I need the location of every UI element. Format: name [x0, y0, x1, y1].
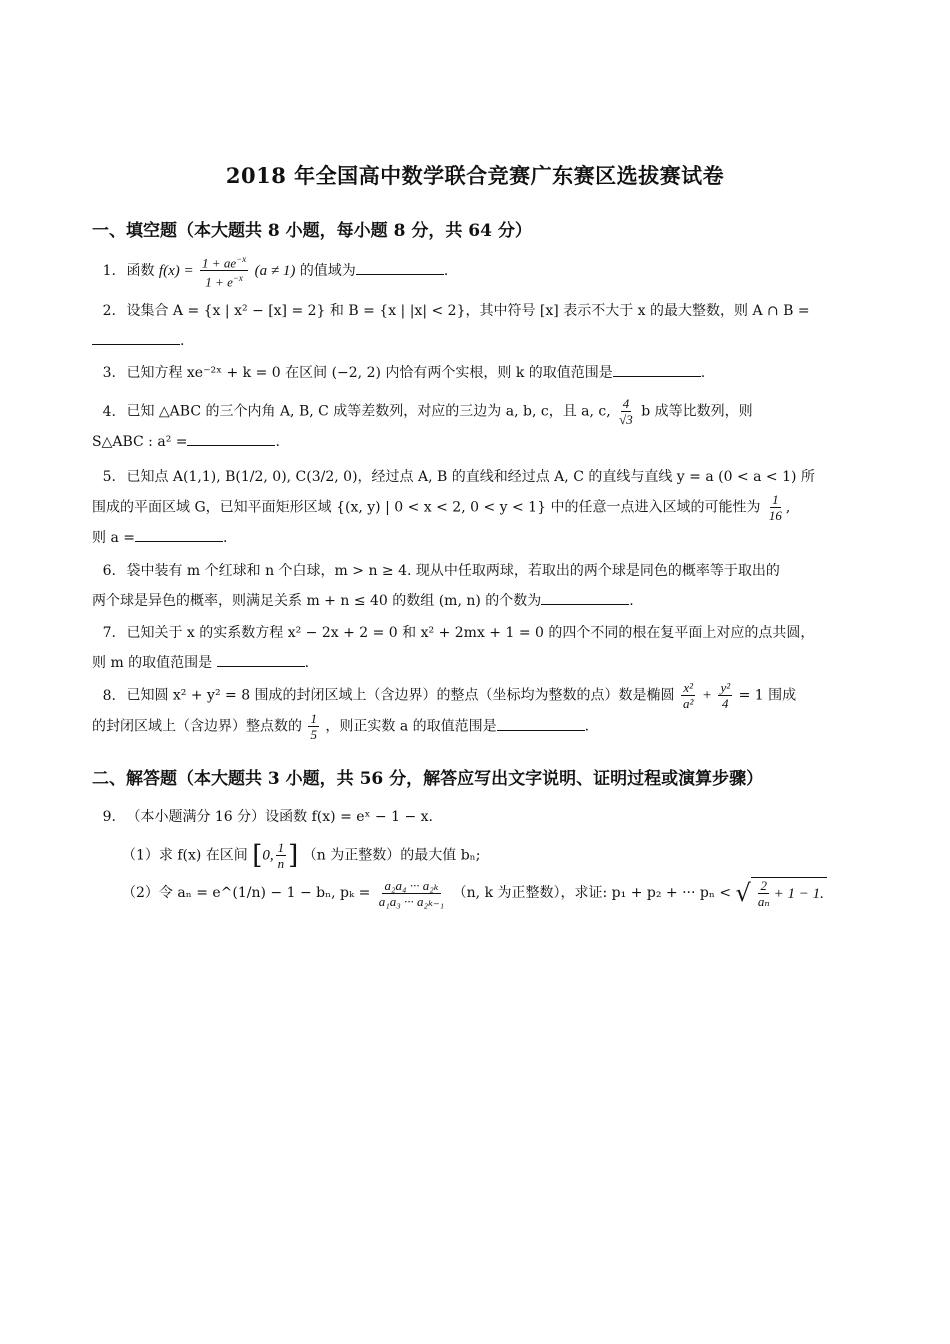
question-2: 2. 设集合 A = {x | x² − [x] = 2} 和 B = {x | |x| < 2}，其中符号 [x] 表示不大于 x 的最大整数，则 A ∩ B = .: [92, 296, 862, 356]
fraction: $\frac{1}{5}$: [310, 711, 317, 742]
question-9-part-1: （1）求 f(x) 在区间 [0, $\frac{1}{n}$ ] （n 为正整数）的最大值 bₙ;: [122, 840, 481, 871]
question-9: 9. （本小题满分 16 分）设函数 f(x) = eˣ − 1 − x. （1）求 f(x) 在区间 [0, $\frac{1}{n}$ ] （n 为正整数）的最大值 bₙ; （2）令 aₙ = e^(1/n) − 1 − bₙ, pₖ = $\frac{\text{a₂a₄ ··· a₂ₖ}}{\text{a₁a₃ ··· a₂ₖ₋₁}}$ （n, k 为正整数），求证: p₁ + p₂ + ··· pₙ < √ $\frac{2}{\text{aₙ}}$ + 1 − 1.: [92, 802, 862, 909]
question-8: 8. 已知圆 x² + y² = 8 围成的封闭区域上（含边界）的整点（坐标均为整数的点）数是椭圆 $\frac{\text{x²}}{\text{a²}}$ + $\frac{\text{y²}}{4}$ = 1 围成 的封闭区域上（含边界）整点数的 $\frac{1}{5}$ ，则正实数 a 的取值范围是 .: [92, 680, 797, 742]
fraction: $\frac{\text{x²}}{\text{a²}}$: [683, 680, 694, 711]
question-4: 4. 已知 △ABC 的三个内角 A, B, C 成等差数列，对应的三边为 a, b, c，且 a, c, $\frac{4}{√3}$ b 成等比数列，则 S△ABC : a² = .: [92, 396, 753, 450]
fraction: $\frac{1 + ae^{-x}}{1 + e^{-x}}$: [202, 254, 247, 290]
answer-blank: [613, 362, 701, 377]
answer-blank: [217, 652, 305, 667]
square-root: √ $\frac{2}{\text{aₙ}}$ + 1 − 1.: [736, 877, 827, 909]
question-3: 3. 已知方程 xe⁻²ˣ + k = 0 在区间 (−2, 2) 内恰有两个实根，则 k 的取值范围是 .: [92, 358, 862, 388]
answer-blank: [356, 260, 444, 275]
answer-blank: [187, 431, 275, 446]
answer-blank: [135, 527, 223, 542]
answer-blank: [92, 330, 180, 345]
question-9-part-2: （2）令 aₙ = e^(1/n) − 1 − bₙ, pₖ = $\frac{\text{a₂a₄ ··· a₂ₖ}}{\text{a₁a₃ ··· a₂ₖ₋₁}}$ （n, k 为正整数），求证: p₁ + p₂ + ··· pₙ < √ $\frac{2}{\text{aₙ}}$ + 1 − 1.: [122, 877, 862, 909]
section-heading-fill-in: 一、填空题（本大题共 8 小题，每小题 8 分，共 64 分）: [92, 221, 532, 241]
question-6: 6. 袋中装有 m 个红球和 n 个白球，m > n ≥ 4. 现从中任取两球，若取出的两个球是同色的概率等于取出的 两个球是异色的概率，则满足关系 m + n ≤ 40 的数组 (m, n) 的个数为 .: [92, 563, 780, 609]
page-title: 2018 年全国高中数学联合竞赛广东赛区选拔赛试卷: [225, 163, 725, 188]
section-heading-solutions: 二、解答题（本大题共 3 小题，共 56 分，解答应写出文字说明、证明过程或演算步骤）: [92, 769, 764, 789]
question-1: 1. 函数 f(x) = $\frac{1 + ae^{-x}}{1 + e^{-x}}$ (a ≠ 1) 的值域为 .: [102, 254, 449, 290]
answer-blank: [541, 590, 629, 605]
question-7: 7. 已知关于 x 的实系数方程 x² − 2x + 2 = 0 和 x² + 2mx + 1 = 0 的四个不同的根在复平面上对应的点共圆， 则 m 的取值范围是 .: [92, 625, 815, 671]
fraction: $\frac{4}{√3}$: [619, 396, 633, 427]
fraction: $\frac{\text{y²}}{4}$: [720, 680, 731, 711]
answer-blank: [497, 716, 585, 731]
fraction: $\frac{1}{16}$: [768, 492, 782, 523]
question-5: 5. 已知点 A(1,1), B(1/2, 0), C(3/2, 0)，经过点 A, B 的直线和经过点 A, C 的直线与直线 y = a (0 < a < 1) 所 围成的平面区域 G，已知平面矩形区域 {(x, y) | 0 < x < 2, 0 < y < 1} 中的任意一点进入区域的可能性为 $\frac{1}{16}$ , 则 a = .: [92, 469, 815, 546]
